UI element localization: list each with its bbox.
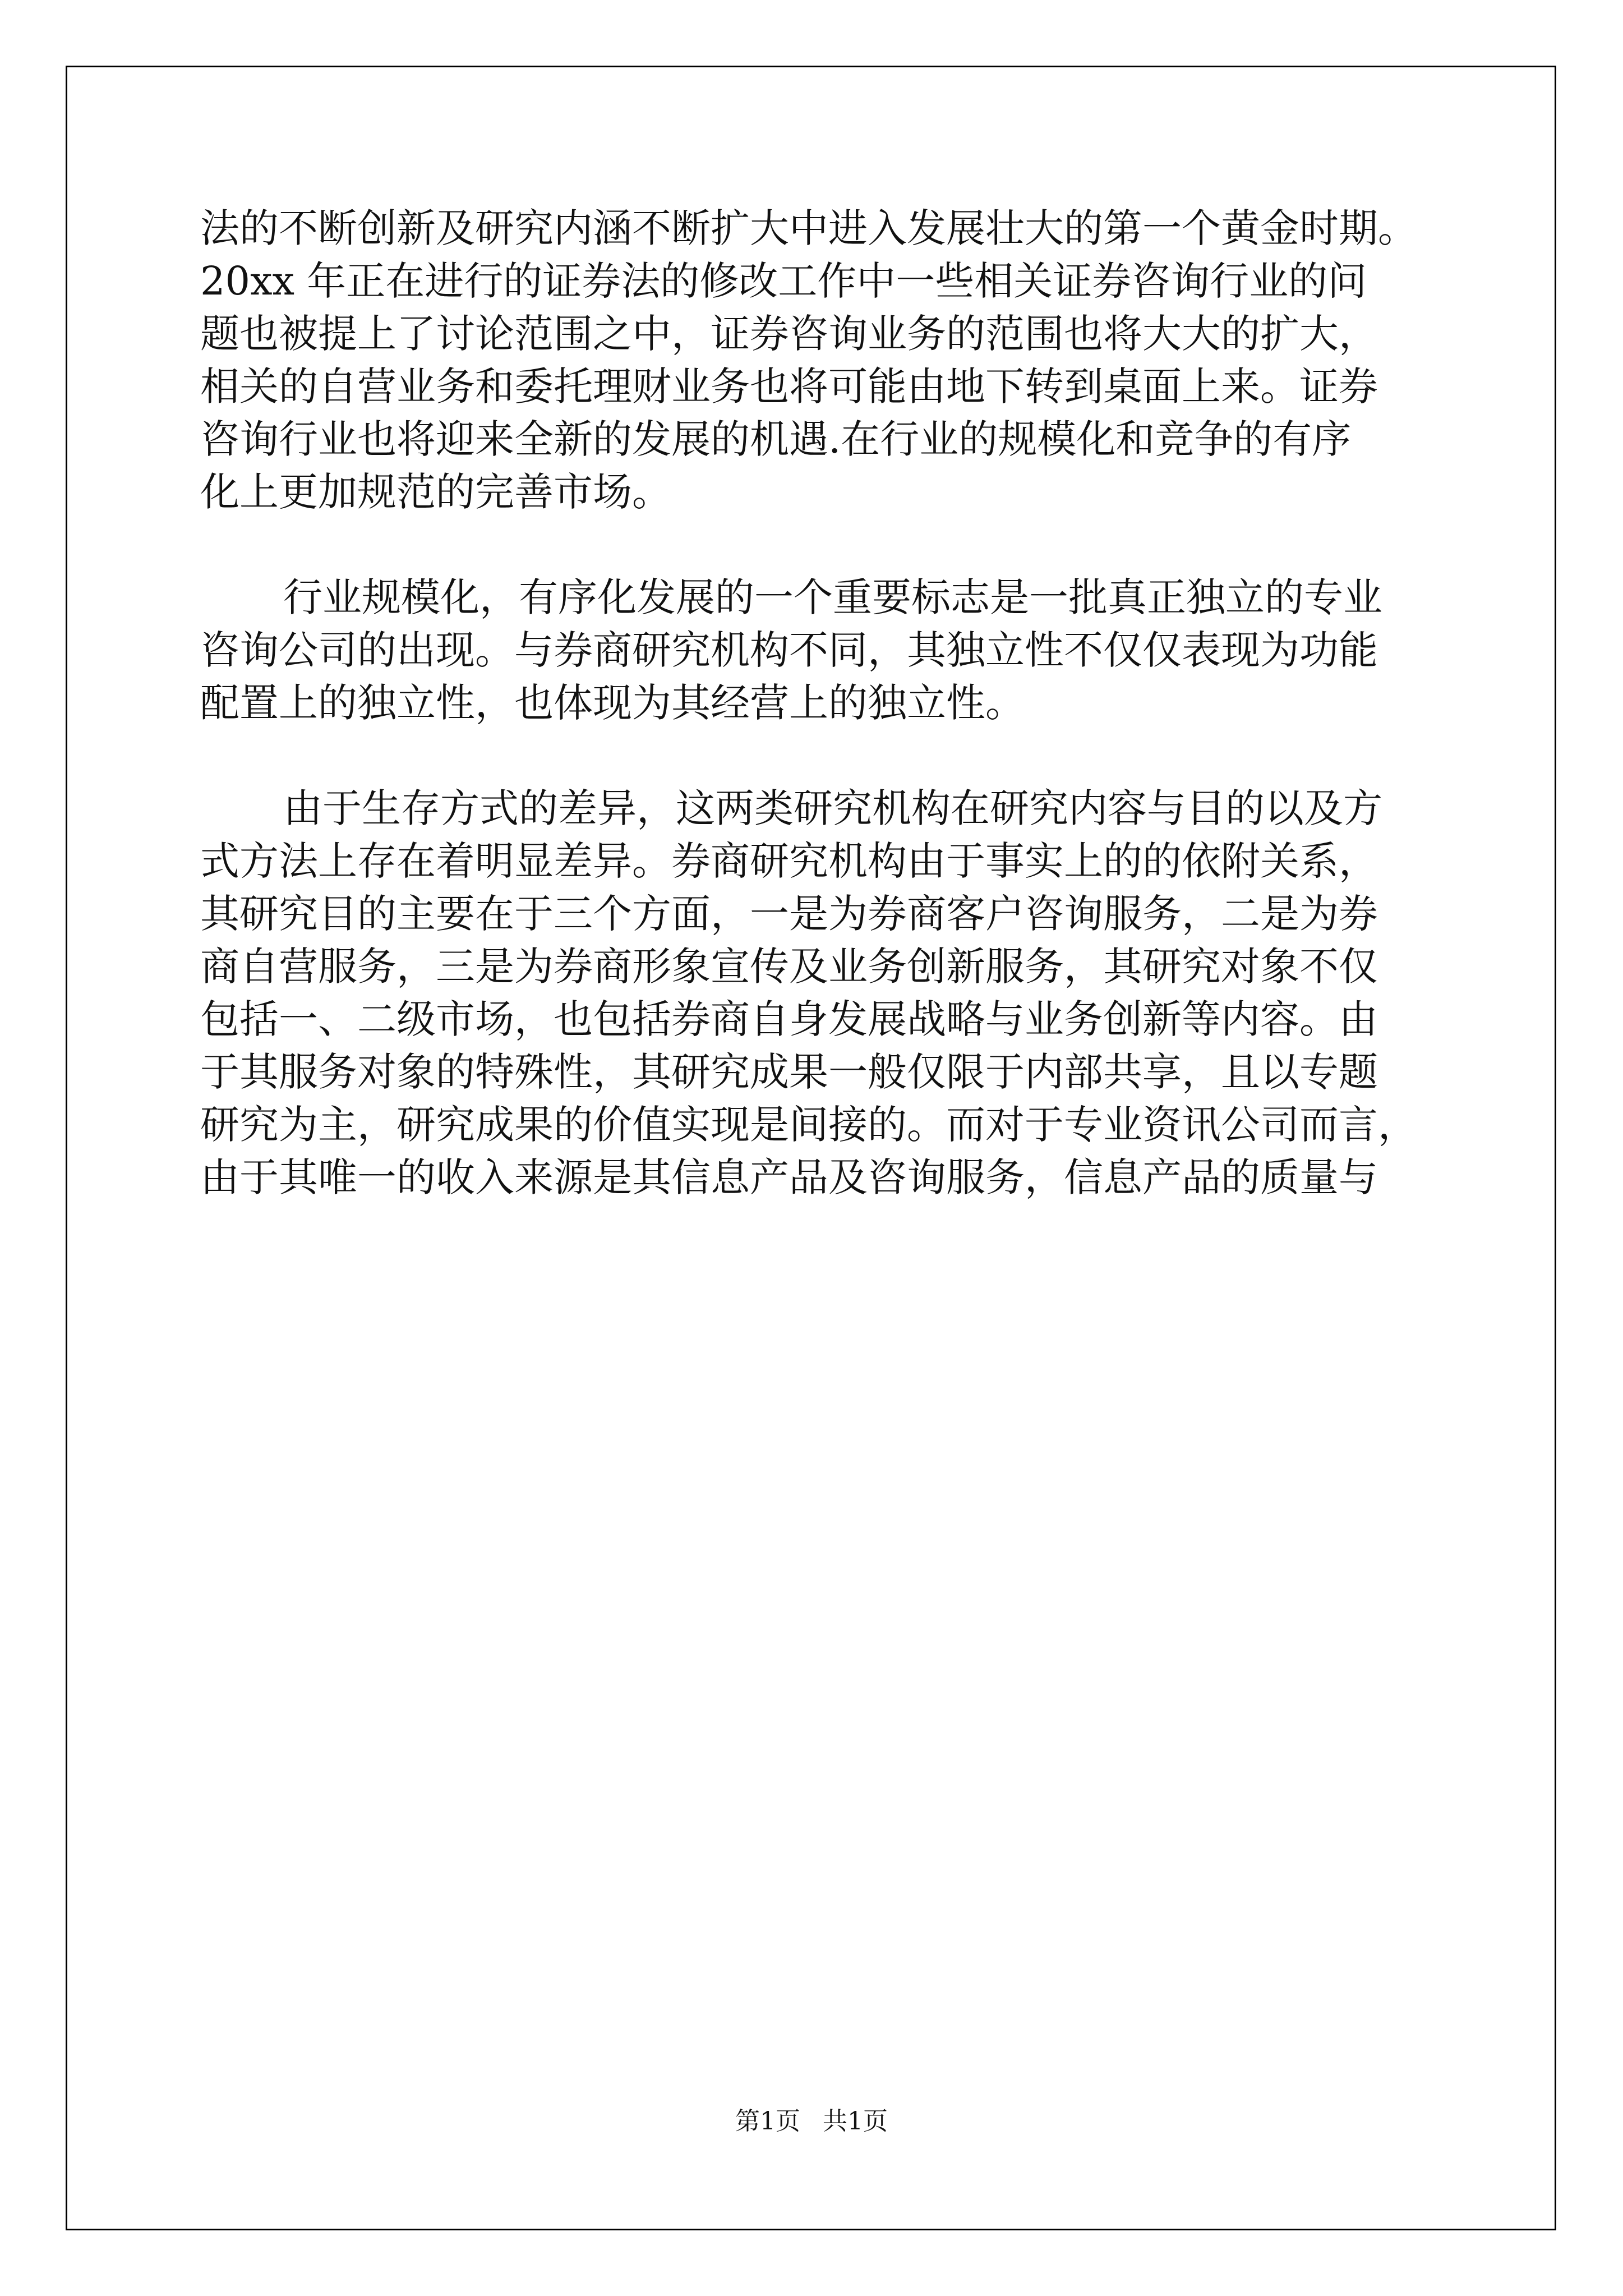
- text-line: 20xx 年正在进行的证券法的修改工作中一些相关证券咨询行业的问: [200, 258, 1367, 304]
- paragraph-3: [200, 782, 1434, 1204]
- page-number: 第1页: [735, 2107, 800, 2136]
- text-line: 化上更加规范的完善市场。: [200, 469, 671, 515]
- page-footer: [0, 2101, 1623, 2137]
- text-line: 题也被提上了讨论范围之中，证券咨询业务的范围也将大大的扩大，: [200, 311, 1378, 357]
- paragraph-2: [200, 571, 1434, 729]
- page-total: 共1页: [823, 2107, 888, 2136]
- text-line: 于其服务对象的特殊性，其研究成果一般仅限于内部共享，且以专题: [200, 1049, 1378, 1095]
- text-line: 由于其唯一的收入来源是其信息产品及咨询服务，信息产品的质量与: [200, 1154, 1378, 1200]
- text-line: 其研究目的主要在于三个方面，一是为券商客户咨询服务，二是为券: [200, 891, 1378, 937]
- document-body: [200, 202, 1434, 1257]
- text-line: 研究为主，研究成果的价值实现是间接的。而对于专业资讯公司而言，: [200, 1102, 1417, 1148]
- text-line: 行业规模化，有序化发展的一个重要标志是一批真正独立的专业: [283, 574, 1382, 620]
- text-line: 咨询行业也将迎来全新的发展的机遇.在行业的规模化和竞争的有序: [200, 416, 1352, 462]
- text-line: 咨询公司的出现。与券商研究机构不同，其独立性不仅仅表现为功能: [200, 627, 1378, 673]
- paragraph-1: [200, 202, 1434, 518]
- text-line: 由于生存方式的差异，这两类研究机构在研究内容与目的以及方: [283, 785, 1382, 831]
- text-line: 商自营服务，三是为券商形象宣传及业务创新服务，其研究对象不仅: [200, 944, 1378, 990]
- text-line: 包括一、二级市场，也包括券商自身发展战略与业务创新等内容。由: [200, 996, 1378, 1042]
- text-line: 法的不断创新及研究内涵不断扩大中进入发展壮大的第一个黄金时期。: [200, 205, 1417, 251]
- text-line: 式方法上存在着明显差异。券商研究机构由于事实上的的依附关系，: [200, 838, 1378, 884]
- text-line: 配置上的独立性，也体现为其经营上的独立性。: [200, 680, 1025, 726]
- text-line: 相关的自营业务和委托理财业务也将可能由地下转到桌面上来。证券: [200, 364, 1378, 409]
